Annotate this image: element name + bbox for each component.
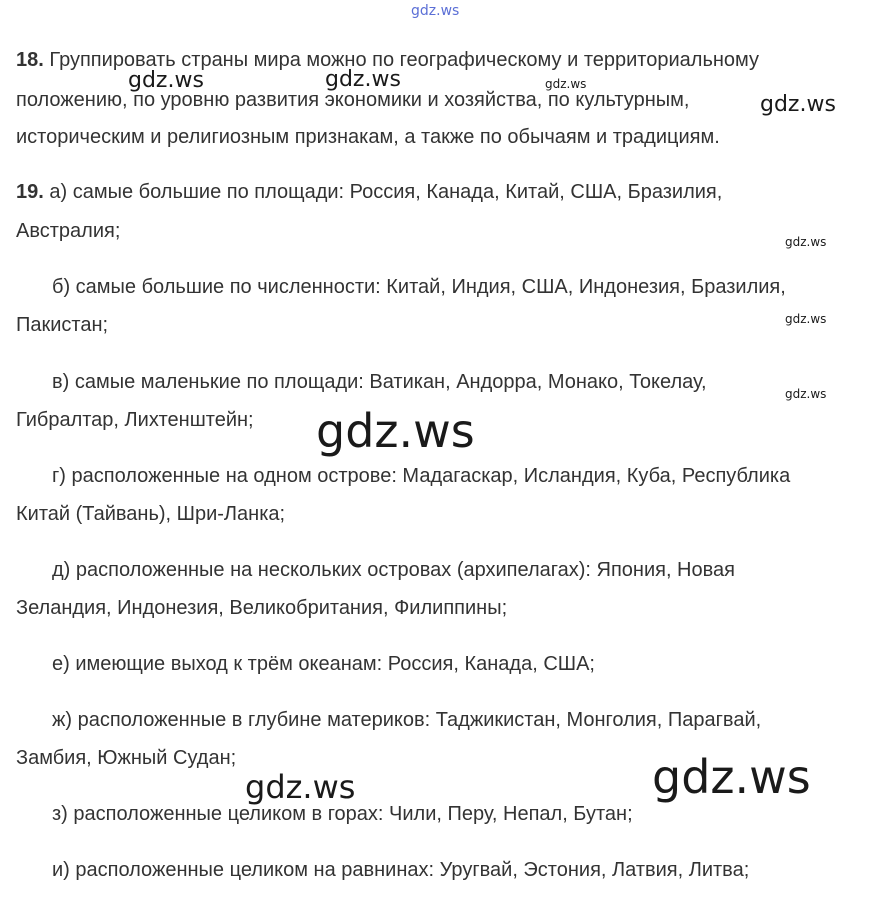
q19-z-line-1: з) расположенные целиком в горах: Чили, Перу, Непал, Бутан; (52, 803, 633, 825)
watermark: gdz.ws (785, 312, 827, 326)
q19-a-line-1 (16, 180, 722, 204)
q18-line-1 (16, 48, 759, 72)
q19-zh-line-1: ж) расположенные в глубине материков: Таджикистан, Монголия, Парагвай, (52, 709, 762, 731)
q19-zh-line-2: Замбия, Южный Судан; (16, 747, 237, 769)
q19-d-line-1: д) расположенные на нескольких островах (архипелагах): Япония, Новая (52, 559, 735, 581)
watermark: gdz.ws (545, 77, 587, 91)
q19-e-line-1: е) имеющие выход к трём океанам: Россия, Канада, США; (52, 653, 595, 675)
q19-v-line-2: Гибралтар, Лихтенштейн; (16, 409, 254, 431)
watermark: gdz.ws (760, 92, 836, 117)
q19-g-line-2: Китай (Тайвань), Шри-Ланка; (16, 503, 286, 525)
watermark: gdz.ws (785, 235, 827, 249)
q19-number: 19. (16, 181, 44, 203)
q19-v-line-1: в) самые маленькие по площади: Ватикан, Андорра, Монако, Токелау, (52, 371, 707, 393)
watermark: gdz.ws (128, 68, 204, 93)
q18-text: Группировать страны мира можно по географическому и территориальному (49, 49, 760, 71)
q19-b-line-1: б) самые большие по численности: Китай, Индия, США, Индонезия, Бразилия, (52, 276, 786, 298)
q19-a-text: а) самые большие по площади: Россия, Канада, Китай, США, Бразилия, (49, 181, 723, 203)
q19-i-line-1: и) расположенные целиком на равнинах: Уругвай, Эстония, Латвия, Литва; (52, 859, 750, 881)
q19-g-line-1: г) расположенные на одном острове: Мадагаскар, Исландия, Куба, Республика (52, 465, 791, 487)
q18-number: 18. (16, 49, 44, 71)
q18-line-3: историческим и религиозным признакам, а также по обычаям и традициям. (16, 126, 720, 148)
q19-d-line-2: Зеландия, Индонезия, Великобритания, Филиппины; (16, 597, 508, 619)
watermark: gdz.ws (785, 387, 827, 401)
q19-b-line-2: Пакистан; (16, 314, 109, 336)
watermark-large: gdz.ws (652, 750, 811, 804)
watermark-top: gdz.ws (411, 3, 460, 19)
watermark: gdz.ws (325, 67, 401, 92)
q18-line-2: положению, по уровню развития экономики и хозяйства, по культурным, (16, 89, 690, 111)
watermark: gdz.ws (245, 768, 356, 806)
watermark-large: gdz.ws (316, 404, 475, 458)
q19-a-line-2: Австралия; (16, 220, 121, 242)
